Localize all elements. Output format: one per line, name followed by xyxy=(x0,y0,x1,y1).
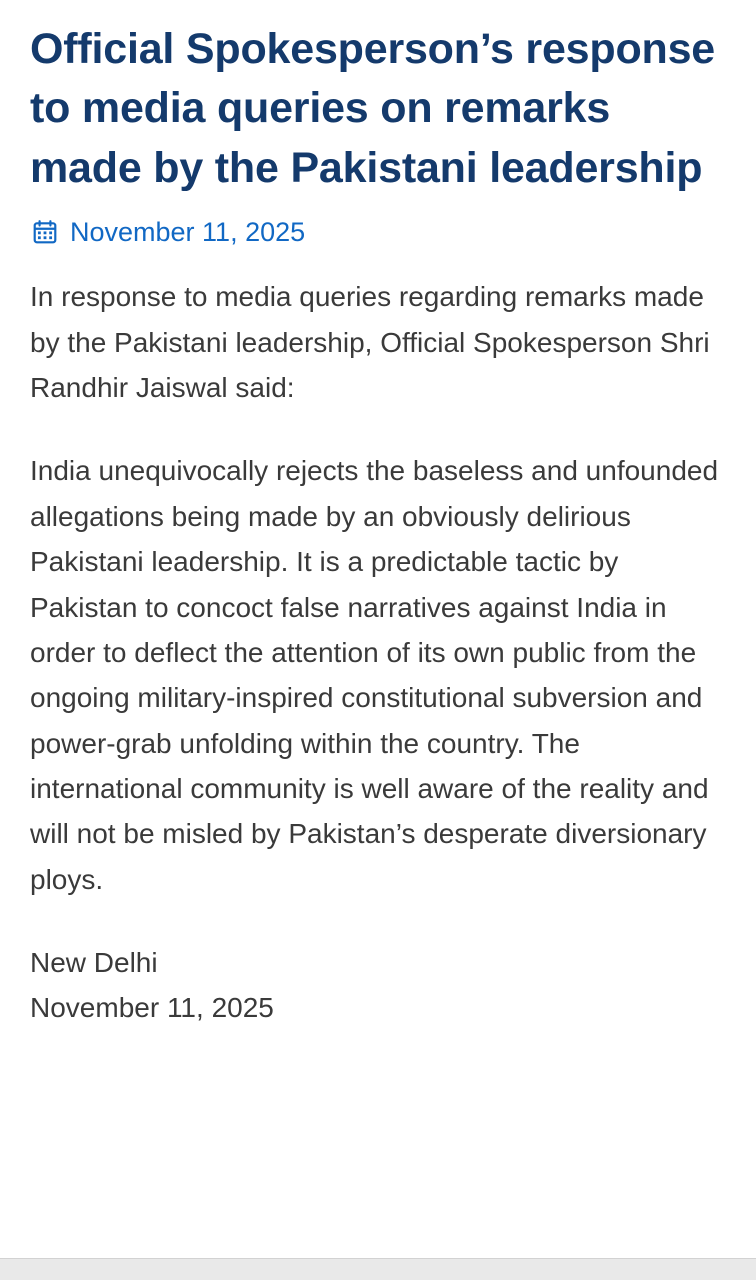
signoff-place: New Delhi xyxy=(30,947,158,979)
page-title: Official Spokesperson’s response to media queries on remarks made by the Pakistani leadership xyxy=(30,25,716,192)
article-paragraph: India unequivocally rejects the baseless and unfounded allegations being made by an obviously delirious Pakistani leadership. It is a predictable tactic by Pakistan to concoct false narratives against India in order to deflect the attention of its own public from the ongoing military-inspired constitutional subversion and power-grab unfolding within the country. The international community is well aware of the reality and will not be misled by Pakistan’s desperate diversionary ploys. xyxy=(30,455,719,895)
article-meta xyxy=(32,216,732,248)
bottom-bar xyxy=(0,1258,756,1280)
article-signoff xyxy=(30,940,732,1031)
calendar-icon xyxy=(32,219,58,245)
publish-date: November 11, 2025 xyxy=(70,216,306,247)
article-paragraph: In response to media queries regarding remarks made by the Pakistani leadership, Official Spokesperson Shri Randhir Jaiswal said: xyxy=(30,281,710,404)
signoff-date: November 11, 2025 xyxy=(30,992,274,1024)
